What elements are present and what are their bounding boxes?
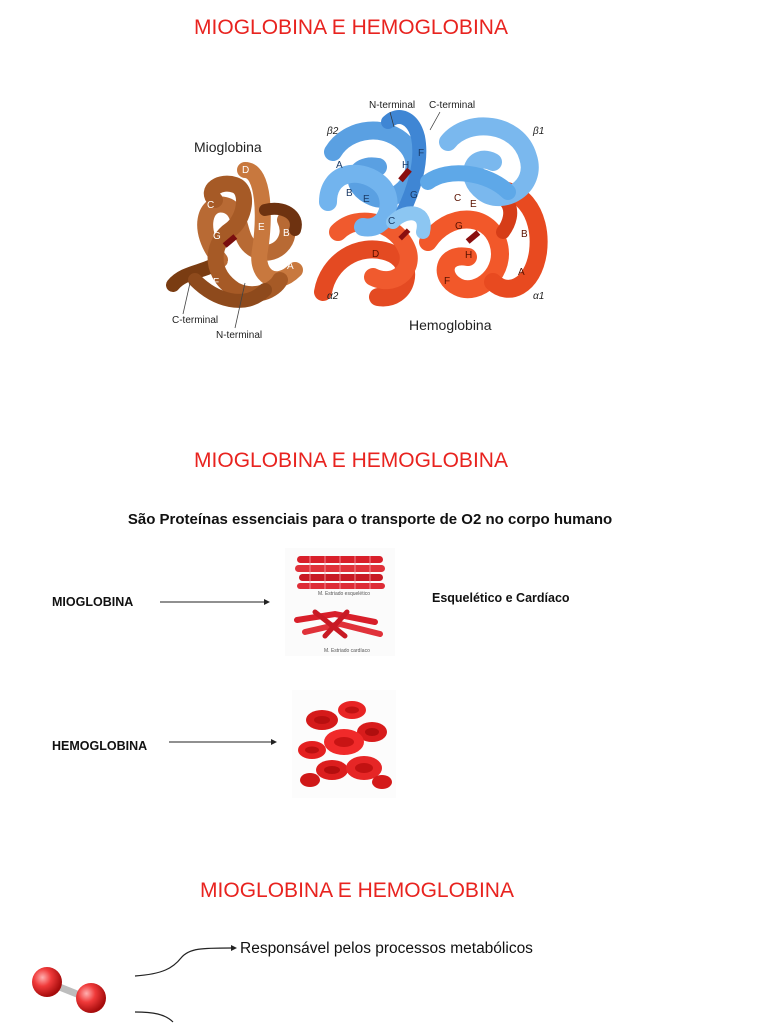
hb-helix-c-beta: C	[388, 216, 396, 227]
hb-helix-f-alpha: F	[444, 276, 451, 287]
hemoglobina-arrow	[169, 737, 277, 747]
hb-helix-d-alpha: D	[372, 249, 380, 260]
mb-helix-c: C	[207, 200, 215, 211]
hemoglobina-label: Hemoglobina	[409, 317, 492, 333]
hb-c-terminal-label: C-terminal	[429, 100, 476, 111]
terminal-pointers	[175, 278, 275, 338]
mb-helix-h: H	[227, 260, 235, 271]
hb-helix-f-beta: F	[418, 148, 425, 159]
mb-helix-a: A	[287, 261, 294, 272]
hb-helix-g-alpha: G	[455, 221, 463, 232]
hb-helix-c-alpha: C	[454, 193, 462, 204]
curved-arrow-top	[133, 940, 243, 980]
beta2-label: β2	[327, 126, 339, 137]
hemoglobin-structure	[318, 112, 548, 312]
hemoglobina-row-label: HEMOGLOBINA	[52, 739, 148, 753]
hb-helix-b-alpha: B	[521, 229, 528, 240]
hb-n-terminal-label: N-terminal	[369, 100, 416, 111]
hb-helix-h-beta: H	[402, 160, 410, 171]
hb-helix-b-beta: B	[346, 188, 353, 199]
mb-helix-f: F	[213, 277, 220, 288]
hb-helix-a-alpha: A	[518, 267, 525, 278]
muscle-fibers-image	[285, 548, 395, 656]
slide1-title: MIOGLOBINA E HEMOGLOBINA	[194, 16, 508, 39]
hb-helix-h-alpha: H	[465, 250, 473, 261]
red-blood-cells-image	[292, 690, 396, 798]
mioglobina-label: Mioglobina	[194, 139, 262, 155]
responsavel-text: Responsável pelos processos metabólicos	[240, 940, 533, 957]
o2-molecule-icon	[25, 962, 115, 1022]
hb-helix-e-alpha: E	[470, 199, 477, 210]
mioglobina-arrow	[160, 597, 270, 607]
mioglobina-row-label: MIOGLOBINA	[52, 595, 134, 609]
mb-helix-e: E	[258, 222, 265, 233]
alpha2-label: α2	[327, 291, 339, 302]
mioglobina-note: Esquelético e Cardíaco	[432, 591, 570, 605]
alpha1-label: α1	[533, 291, 545, 302]
mb-helix-d: D	[242, 165, 250, 176]
hb-helix-a-beta: A	[336, 160, 343, 171]
slide3-title: MIOGLOBINA E HEMOGLOBINA	[200, 879, 514, 902]
n-terminal-label: N-terminal	[216, 330, 263, 341]
slide2-title: MIOGLOBINA E HEMOGLOBINA	[194, 449, 508, 472]
c-terminal-label: C-terminal	[172, 315, 219, 326]
muscle-caption-skeletal: M. Estriado esquelético	[318, 591, 370, 597]
slide2-subtitle: São Proteínas essenciais para o transporte de O2 no corpo humano	[127, 511, 613, 528]
hb-helix-e-beta: E	[363, 194, 370, 205]
curved-arrow-bottom	[133, 1010, 193, 1024]
muscle-caption-cardiac: M. Estriado cardíaco	[324, 648, 370, 654]
mb-helix-b: B	[283, 228, 290, 239]
hb-helix-g-beta: G	[410, 190, 418, 201]
beta1-label: β1	[533, 126, 545, 137]
mb-helix-g: G	[213, 231, 221, 242]
